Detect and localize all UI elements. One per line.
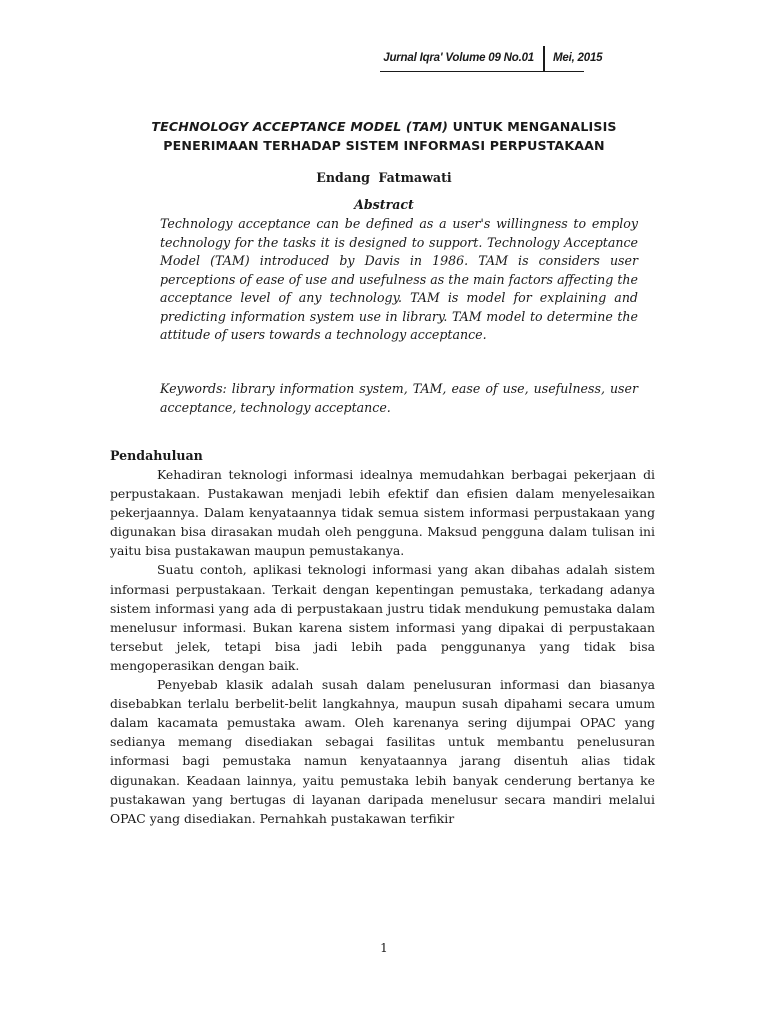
section-body (110, 465, 655, 828)
title-line2: PENERIMAAN TERHADAP SISTEM INFORMASI PERPUSTAKAAN (163, 138, 605, 153)
page-number: 1 (380, 941, 388, 955)
running-header (300, 46, 660, 72)
paper-title (110, 117, 658, 155)
author-name: Endang Fatmawati (316, 170, 452, 185)
journal-name: Jurnal Iqra' Volume 09 No.01 (383, 52, 534, 64)
section-heading: Pendahuluan (110, 448, 203, 463)
abstract-heading: Abstract (354, 197, 414, 212)
paragraph: Penyebab klasik adalah susah dalam penelusuran informasi dan biasanya disebabkan terlalu berbelit-belit langkahnya, maupun susah dipahami secara umum dalam kacamata pemustaka awam. Oleh karenanya sering dijumpai OPAC yang sedianya memang disediakan sebagai fasilitas untuk membantu penelusuran informasi bagi pemustaka namun kenyataannya jarang disentuh alias tidak digunakan. Keadaan lainnya, yaitu pemustaka lebih banyak cenderung bertanya ke pustakawan yang bertugas di layanan daripada menelusur secara mandiri melalui OPAC yang disediakan. Pernahkah pustakawan terfikir (110, 677, 655, 826)
title-italic-part: TECHNOLOGY ACCEPTANCE MODEL (TAM) (151, 119, 449, 134)
paragraph: Kehadiran teknologi informasi idealnya memudahkan berbagai pekerjaan di perpustakaan. Pustakawan menjadi lebih efektif dan efisien dalam menyelesaikan pekerjaannya. Dalam kenyataannya tidak semua sistem informasi perpustakaan yang digunakan bisa dirasakan mudah oleh pengguna. Maksud pengguna dalam tulisan ini yaitu bisa pustakawan maupun pemustakanya. (110, 467, 655, 559)
header-rule (380, 71, 584, 72)
paragraph: Suatu contoh, aplikasi teknologi informasi yang akan dibahas adalah sistem informasi perpustakaan. Terkait dengan kepentingan pemustaka, terkadang adanya sistem informasi yang ada di perpustakaan justru tidak mendukung pemustaka dalam menelusur informasi. Bukan karena sistem informasi yang dipakai di perpustakaan tersebut jelek, tetapi bisa jadi lebih pada penggunanya yang tidak bisa mengoperasikan dengan baik. (110, 562, 655, 673)
abstract-text: Technology acceptance can be defined as a user's willingness to employ technology for the tasks it is designed to support. Technology Acceptance Model (TAM) introduced by Davis in 1986. TAM is considers user perceptions of ease of use and usefulness as the main factors affecting the acceptance level of any technology. TAM is model for explaining and predicting information system use in library. TAM model to determine the attitude of users towards a technology acceptance. (160, 216, 638, 342)
header-divider (543, 46, 545, 72)
keywords: Keywords: library information system, TAM, ease of use, usefulness, user acceptance, technology acceptance. (160, 381, 638, 415)
publication-date: Mei, 2015 (553, 52, 603, 64)
title-line1-rest: UNTUK MENGANALISIS (448, 119, 617, 134)
